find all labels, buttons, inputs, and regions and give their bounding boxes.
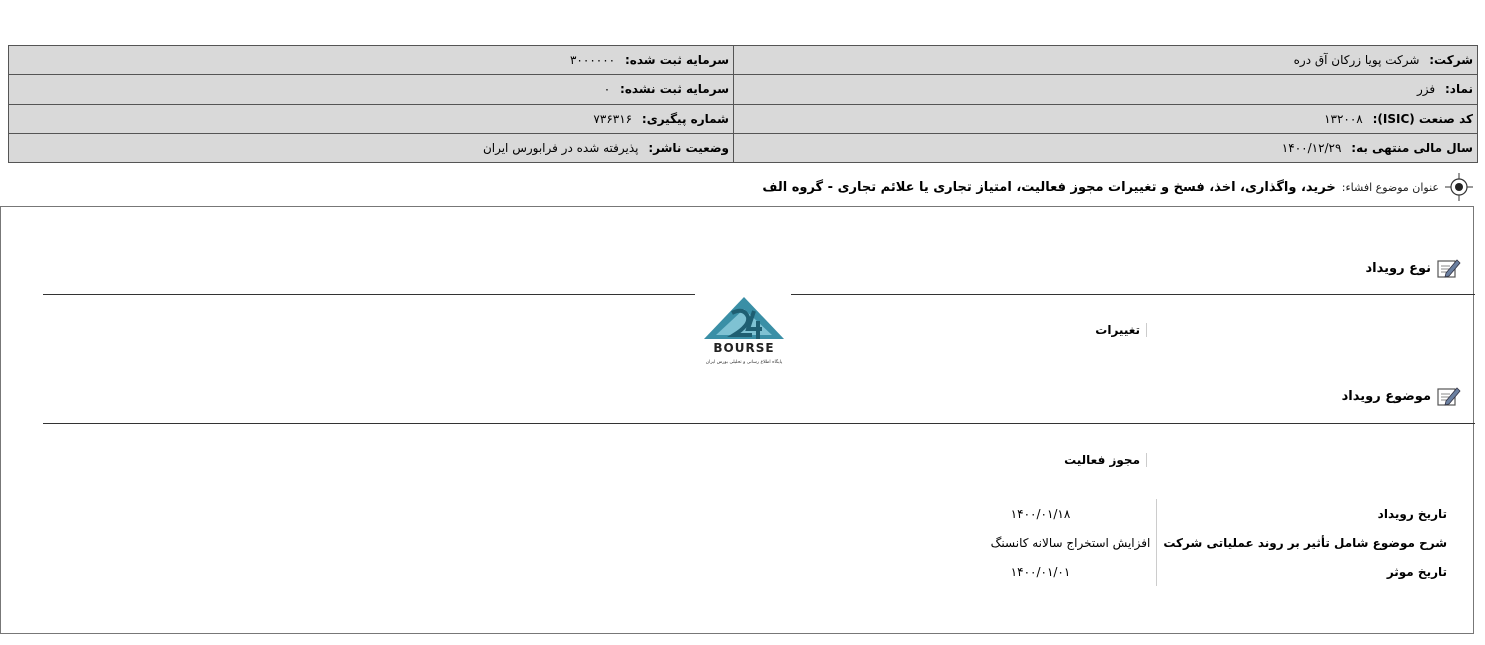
info-row bbox=[9, 133, 1478, 162]
edit-note-icon bbox=[1437, 385, 1461, 407]
tracking-label: شماره پیگیری: bbox=[641, 111, 729, 126]
target-icon bbox=[1445, 173, 1473, 201]
isic-label-code: ISIC bbox=[1382, 111, 1410, 126]
divider-line bbox=[791, 294, 1475, 295]
event-subject-heading bbox=[1342, 385, 1461, 407]
detail-value: افزایش استخراج سالانه کانسنگ bbox=[990, 535, 1151, 550]
detail-value: ۱۴۰۰/۰۱/۰۱ bbox=[1010, 564, 1071, 579]
publisher-status-cell bbox=[9, 133, 734, 162]
symbol-label: نماد: bbox=[1444, 82, 1473, 97]
registered-capital-cell bbox=[9, 46, 734, 75]
registered-capital-label: سرمایه ثبت شده: bbox=[624, 53, 729, 68]
divider-line bbox=[43, 423, 1475, 424]
detail-label: شرح موضوع شامل تأثیر بر روند عملیاتی شرکت bbox=[1157, 528, 1453, 557]
info-row bbox=[9, 75, 1478, 104]
detail-label: تاریخ موثر bbox=[1157, 557, 1453, 586]
unregistered-capital-label: سرمایه ثبت نشده: bbox=[620, 82, 729, 97]
info-row bbox=[9, 46, 1478, 75]
fiscal-year-label: سال مالی منتهی به: bbox=[1351, 140, 1473, 155]
logo-brand-text: BOURSE bbox=[713, 341, 775, 355]
publisher-status-label: وضعیت ناشر: bbox=[648, 140, 729, 155]
detail-row bbox=[985, 499, 1453, 528]
event-type-heading-text: نوع رویداد bbox=[1365, 260, 1431, 276]
edit-note-icon bbox=[1437, 257, 1461, 279]
event-subject-heading-text: موضوع رویداد bbox=[1341, 388, 1431, 404]
isic-cell bbox=[734, 104, 1478, 133]
company-cell bbox=[734, 46, 1478, 75]
disclosure-title-label: عنوان موضوع افشاء: bbox=[1341, 180, 1439, 194]
company-label: شرکت: bbox=[1429, 53, 1473, 68]
disclosure-panel bbox=[0, 206, 1474, 634]
info-row bbox=[9, 104, 1478, 133]
registered-capital-value: ۳۰۰۰۰۰۰ bbox=[569, 53, 616, 68]
isic-value: ۱۳۲۰۰۸ bbox=[1324, 111, 1363, 126]
detail-label: تاریخ رویداد bbox=[1157, 499, 1453, 528]
detail-value: ۱۴۰۰/۰۱/۱۸ bbox=[1010, 506, 1071, 521]
event-subject-value: مجوز فعالیت bbox=[1064, 453, 1147, 467]
logo-brand-sub: پایگاه اطلاع رسانی و تحلیلی بورس ایران bbox=[705, 360, 783, 365]
detail-row bbox=[985, 528, 1453, 557]
isic-label-prefix: کد صنعت ( bbox=[1409, 111, 1473, 126]
divider-line bbox=[43, 294, 695, 295]
fiscal-year-cell bbox=[734, 133, 1478, 162]
unregistered-capital-cell bbox=[9, 75, 734, 104]
publisher-status-value: پذیرفته شده در فرابورس ایران bbox=[482, 140, 639, 155]
event-type-value: تغییرات bbox=[1095, 323, 1147, 337]
event-details-table bbox=[985, 499, 1453, 586]
detail-row bbox=[985, 557, 1453, 586]
disclosure-title-value: خرید، واگذاری، اخذ، فسخ و تغییرات مجوز فعالیت، امتیاز تجاری یا علائم تجاری - گروه الف bbox=[762, 179, 1336, 195]
unregistered-capital-value: ۰ bbox=[603, 82, 611, 97]
disclosure-title-row bbox=[762, 172, 1473, 202]
company-info-table bbox=[8, 45, 1478, 163]
symbol-value: فزر bbox=[1417, 82, 1436, 97]
bourse-logo bbox=[696, 295, 792, 367]
tracking-value: ۷۳۶۳۱۶ bbox=[593, 111, 633, 126]
event-type-heading bbox=[1365, 257, 1461, 279]
isic-label bbox=[1373, 112, 1473, 126]
tracking-cell bbox=[9, 104, 734, 133]
symbol-cell bbox=[734, 75, 1478, 104]
company-value: شرکت پویا زرکان آق دره bbox=[1293, 53, 1420, 68]
isic-label-suffix: ): bbox=[1372, 111, 1383, 126]
fiscal-year-value: ۱۴۰۰/۱۲/۲۹ bbox=[1281, 140, 1342, 155]
